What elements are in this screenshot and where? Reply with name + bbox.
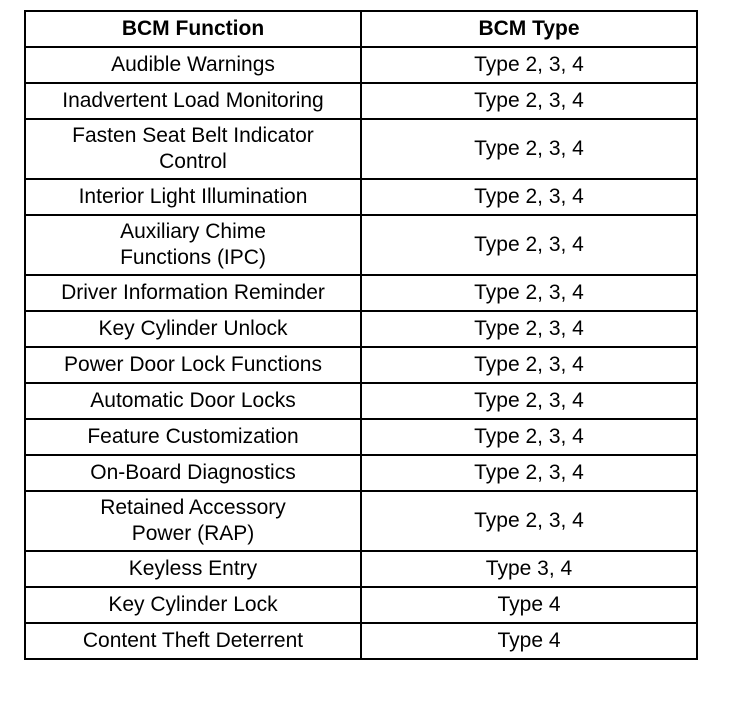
table-row	[25, 383, 697, 419]
type-cell: Type 2, 3, 4	[361, 419, 697, 455]
table-row	[25, 83, 697, 119]
table-row	[25, 275, 697, 311]
type-cell: Type 2, 3, 4	[361, 275, 697, 311]
header-bcm-function: BCM Function	[25, 11, 361, 47]
function-cell: Audible Warnings	[25, 47, 361, 83]
function-cell: Fasten Seat Belt Indicator Control	[25, 119, 361, 179]
type-cell: Type 2, 3, 4	[361, 383, 697, 419]
bcm-function-table	[24, 10, 698, 660]
function-cell: On-Board Diagnostics	[25, 455, 361, 491]
function-cell: Content Theft Deterrent	[25, 623, 361, 659]
table-row	[25, 419, 697, 455]
table-header-row	[25, 11, 697, 47]
function-cell: Auxiliary Chime Functions (IPC)	[25, 215, 361, 275]
table-row	[25, 491, 697, 551]
function-cell: Retained Accessory Power (RAP)	[25, 491, 361, 551]
table-row	[25, 551, 697, 587]
type-cell: Type 2, 3, 4	[361, 215, 697, 275]
table-row	[25, 311, 697, 347]
type-cell: Type 2, 3, 4	[361, 119, 697, 179]
table-row	[25, 215, 697, 275]
function-cell: Key Cylinder Lock	[25, 587, 361, 623]
type-cell: Type 2, 3, 4	[361, 491, 697, 551]
type-cell: Type 3, 4	[361, 551, 697, 587]
type-cell: Type 2, 3, 4	[361, 47, 697, 83]
function-cell: Driver Information Reminder	[25, 275, 361, 311]
table-row	[25, 47, 697, 83]
type-cell: Type 2, 3, 4	[361, 179, 697, 215]
type-cell: Type 2, 3, 4	[361, 311, 697, 347]
header-bcm-type: BCM Type	[361, 11, 697, 47]
type-cell: Type 2, 3, 4	[361, 83, 697, 119]
type-cell: Type 4	[361, 587, 697, 623]
function-cell: Interior Light Illumination	[25, 179, 361, 215]
table-row	[25, 347, 697, 383]
function-cell: Inadvertent Load Monitoring	[25, 83, 361, 119]
table-row	[25, 587, 697, 623]
function-cell: Key Cylinder Unlock	[25, 311, 361, 347]
function-cell: Automatic Door Locks	[25, 383, 361, 419]
function-cell: Power Door Lock Functions	[25, 347, 361, 383]
type-cell: Type 2, 3, 4	[361, 455, 697, 491]
table-row	[25, 119, 697, 179]
type-cell: Type 2, 3, 4	[361, 347, 697, 383]
type-cell: Type 4	[361, 623, 697, 659]
table-row	[25, 455, 697, 491]
function-cell: Feature Customization	[25, 419, 361, 455]
table-row	[25, 623, 697, 659]
table-row	[25, 179, 697, 215]
function-cell: Keyless Entry	[25, 551, 361, 587]
